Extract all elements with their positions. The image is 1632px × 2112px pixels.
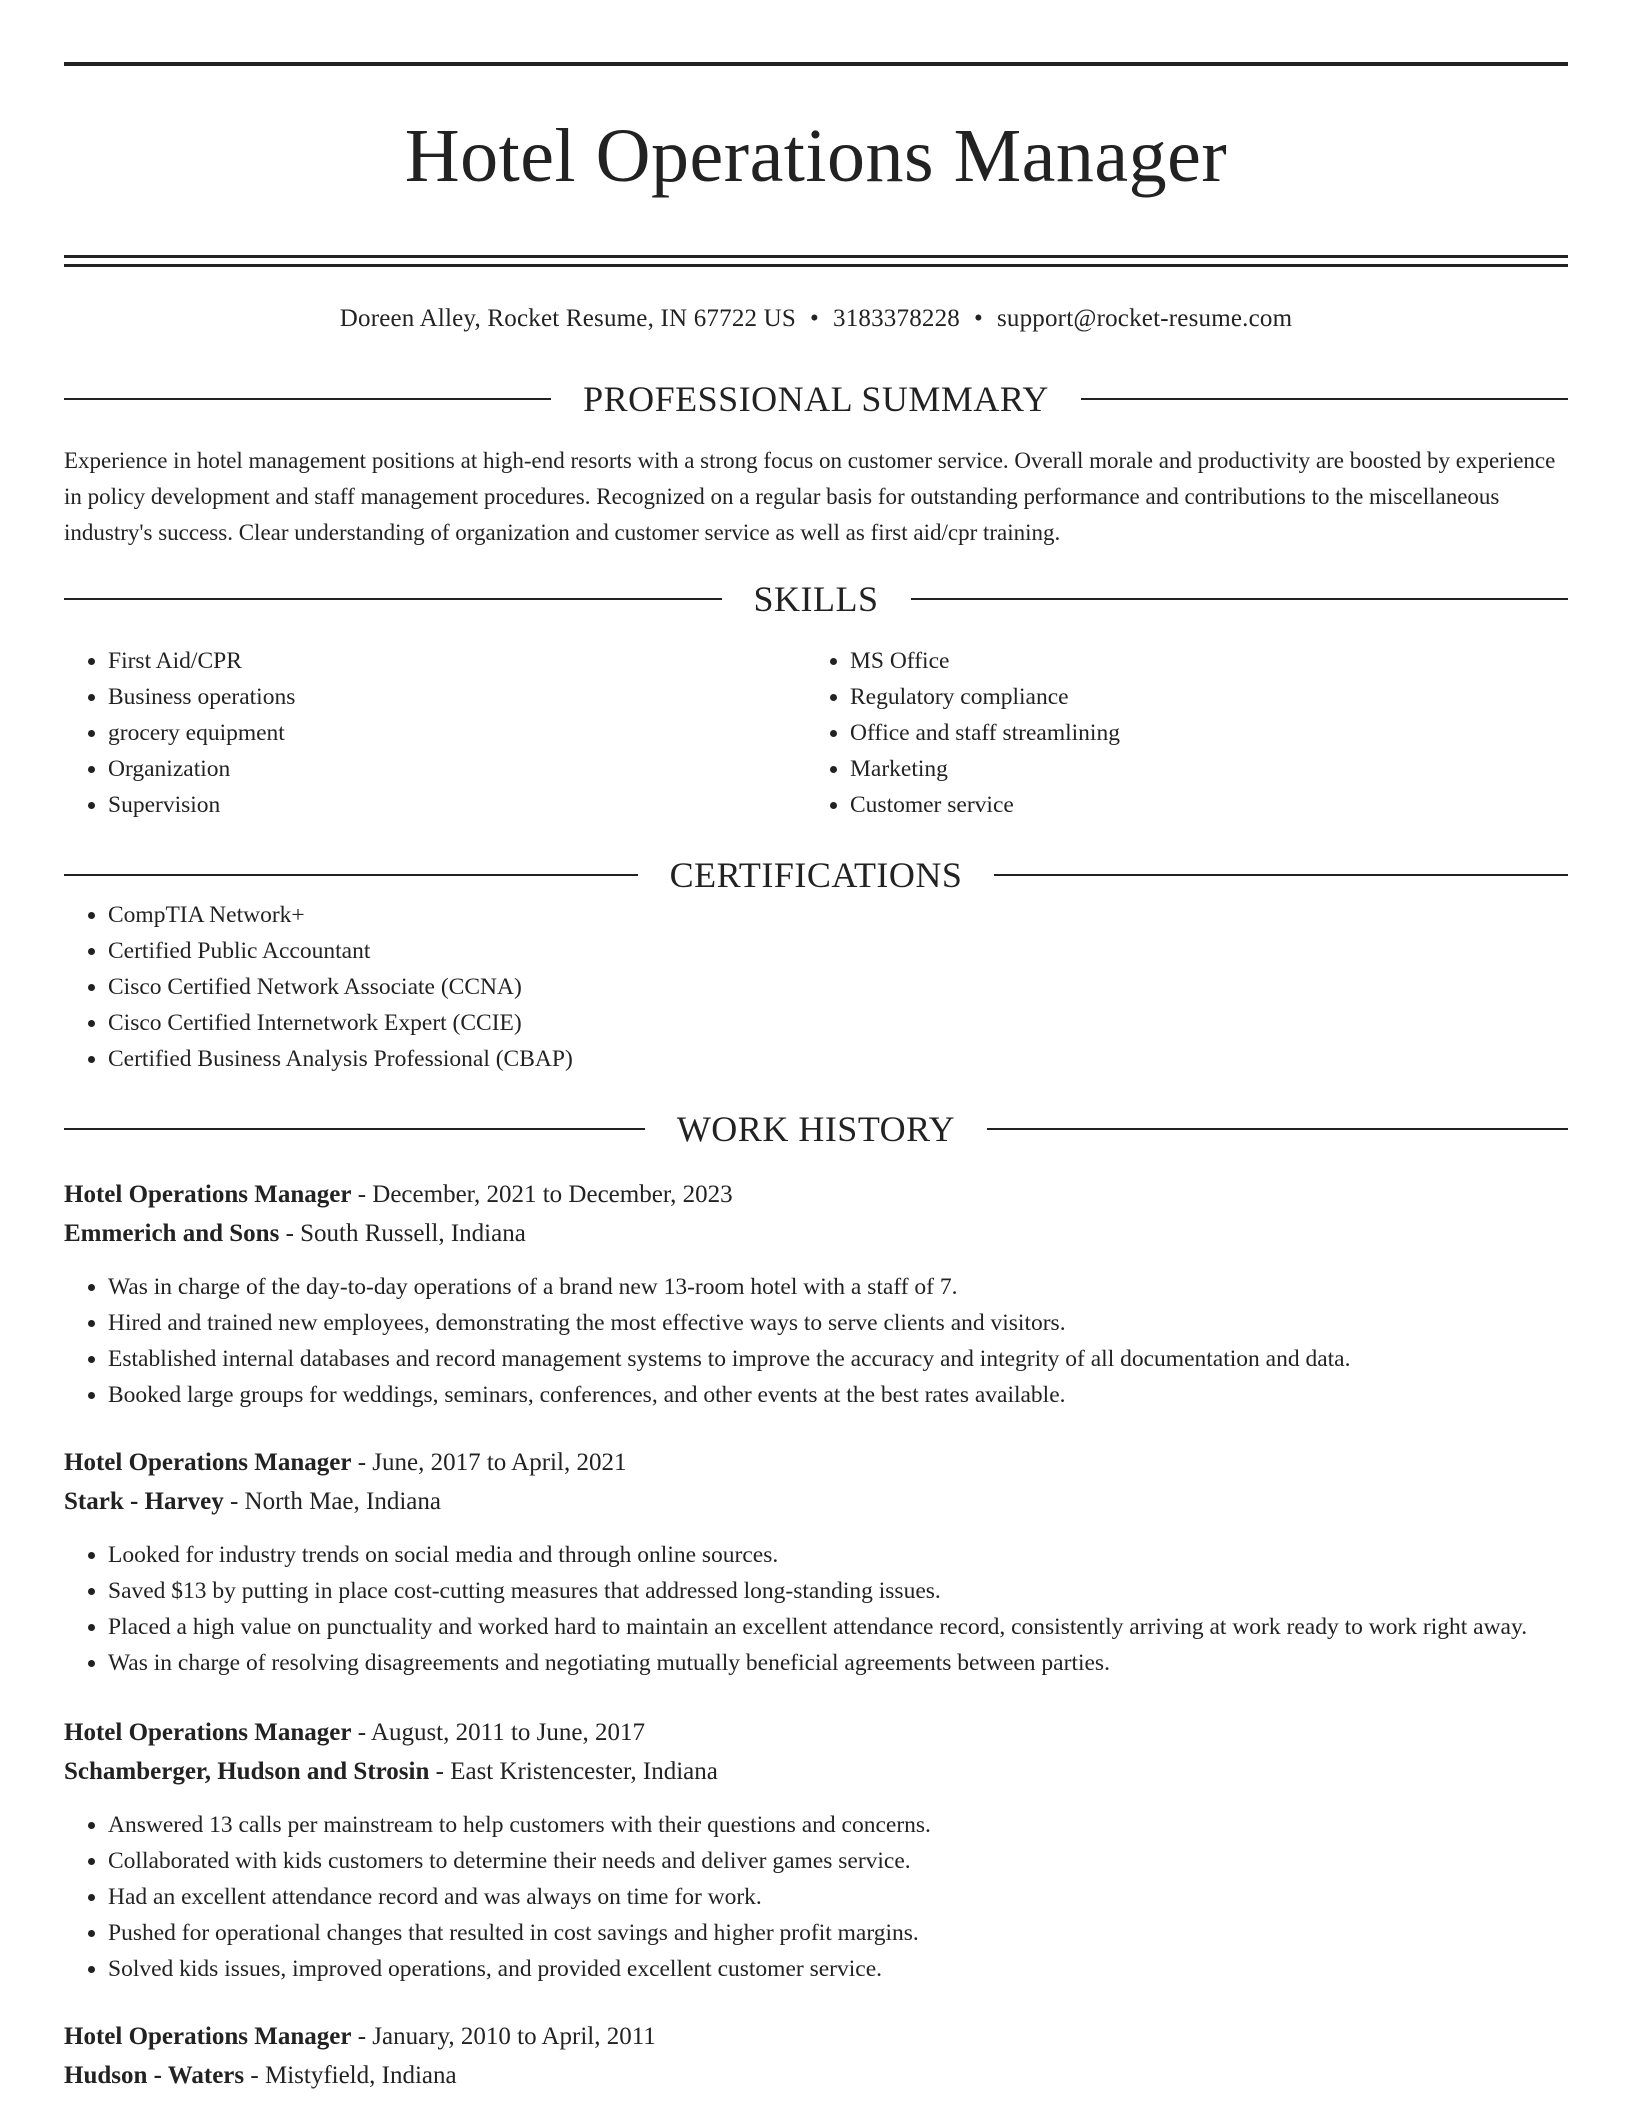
job-location: - North Mae, Indiana — [229, 1487, 441, 1515]
skills-list-left — [64, 643, 806, 823]
job-location: - Mistyfield, Indiana — [250, 2061, 457, 2089]
job-title: Hotel Operations Manager — [64, 2022, 352, 2050]
job-bullet: • Answered 13 calls per mainstream to help customers with their questions and concerns. — [108, 1807, 1568, 1843]
skill-item: • Customer service — [850, 787, 1548, 823]
contact-address: Doreen Alley, Rocket Resume, IN 67722 US — [339, 304, 797, 332]
skill-item: • Business operations — [108, 679, 806, 715]
job-title: Hotel Operations Manager — [64, 1180, 352, 1208]
contact-phone: 3183378228 — [833, 304, 960, 332]
skill-item: • MS Office — [850, 643, 1548, 679]
heading-rule-right — [911, 598, 1569, 600]
contact-email: support@rocket-resume.com — [996, 304, 1293, 332]
job-bullet: • Was in charge of the day-to-day operations of a brand new 13-room hotel with a staff of 7. — [108, 1269, 1568, 1305]
skill-item: • Office and staff streamlining — [850, 715, 1548, 751]
job-bullet: • Solved kids issues, improved operations, and provided excellent customer service. — [108, 1951, 1568, 1987]
job-title-line — [64, 2017, 1568, 2056]
heading-rule-left — [64, 598, 722, 600]
job-bullet: • Had an excellent attendance record and was always on time for work. — [108, 1879, 1568, 1915]
title-double-divider — [64, 255, 1568, 267]
heading-rule-right — [994, 874, 1568, 876]
work-history-list — [64, 1175, 1568, 2095]
job-company: Emmerich and Sons — [64, 1219, 280, 1247]
skill-item: • Regulatory compliance — [850, 679, 1548, 715]
skill-item: • First Aid/CPR — [108, 643, 806, 679]
job-bullet: • Saved $13 by putting in place cost-cutting measures that addressed long-standing issues. — [108, 1573, 1568, 1609]
job-company: Hudson - Waters — [64, 2061, 245, 2089]
job-dates: - December, 2021 to December, 2023 — [357, 1180, 733, 1208]
job-company-line — [64, 2056, 1568, 2095]
work-history-heading-label: WORK HISTORY — [676, 1108, 956, 1149]
skill-item: • Organization — [108, 751, 806, 787]
job-title-line — [64, 1175, 1568, 1214]
heading-rule-left — [64, 398, 551, 400]
job-location: - South Russell, Indiana — [285, 1219, 526, 1247]
job-bullet: • Pushed for operational changes that resulted in cost savings and higher profit margins. — [108, 1915, 1568, 1951]
page-title: Hotel Operations Manager — [404, 114, 1228, 198]
certification-item: • Certified Business Analysis Professional (CBAP) — [108, 1041, 1568, 1077]
job-company-line — [64, 1752, 1568, 1791]
heading-rule-right — [987, 1128, 1568, 1130]
certifications-list — [64, 897, 1568, 1077]
contact-separator: • — [974, 304, 983, 332]
job-title-line — [64, 1443, 1568, 1482]
job-bullets — [64, 1537, 1568, 1681]
summary-section-heading — [64, 377, 1568, 421]
heading-rule-right — [1081, 398, 1568, 400]
skills-section-heading — [64, 577, 1568, 621]
job-dates: - January, 2010 to April, 2011 — [357, 2022, 656, 2050]
skill-item: • Supervision — [108, 787, 806, 823]
job-company-line — [64, 1482, 1568, 1521]
job-bullet: • Established internal databases and record management systems to improve the accuracy and integrity of all documentation and data. — [108, 1341, 1568, 1377]
certification-item: • Cisco Certified Network Associate (CCNA) — [108, 969, 1568, 1005]
job-entry — [64, 1175, 1568, 1413]
heading-rule-left — [64, 1128, 645, 1130]
summary-heading-label: PROFESSIONAL SUMMARY — [583, 378, 1049, 419]
work-history-section-heading — [64, 1107, 1568, 1151]
job-bullet: • Placed a high value on punctuality and worked hard to maintain an excellent attendance record, consistently arriving at work ready to work right away. — [108, 1609, 1568, 1645]
job-title: Hotel Operations Manager — [64, 1718, 352, 1746]
job-title-line — [64, 1713, 1568, 1752]
job-location: - East Kristencester, Indiana — [435, 1757, 718, 1785]
skills-list-right — [806, 643, 1548, 823]
certifications-section-heading — [64, 853, 1568, 897]
skill-item: • grocery equipment — [108, 715, 806, 751]
skills-grid — [64, 643, 1568, 823]
certification-item: • CompTIA Network+ — [108, 897, 1568, 933]
contact-separator: • — [810, 304, 819, 332]
job-company: Stark - Harvey — [64, 1487, 224, 1515]
job-entry — [64, 1713, 1568, 1987]
top-divider — [64, 62, 1568, 66]
contact-line — [64, 303, 1568, 335]
job-bullet: • Hired and trained new employees, demonstrating the most effective ways to serve clients and visitors. — [108, 1305, 1568, 1341]
job-bullet: • Collaborated with kids customers to determine their needs and deliver games service. — [108, 1843, 1568, 1879]
job-bullet: • Was in charge of resolving disagreements and negotiating mutually beneficial agreements between parties. — [108, 1645, 1568, 1681]
skills-heading-label: SKILLS — [753, 578, 879, 619]
certification-item: • Cisco Certified Internetwork Expert (CCIE) — [108, 1005, 1568, 1041]
certification-item: • Certified Public Accountant — [108, 933, 1568, 969]
skill-item: • Marketing — [850, 751, 1548, 787]
job-bullets — [64, 1269, 1568, 1413]
certifications-heading-label: CERTIFICATIONS — [669, 854, 963, 895]
summary-paragraph: Experience in hotel management positions at high-end resorts with a strong focus on customer service. Overall morale and productivity are boosted by experience in policy development and staff management procedures. Recognized on a regular basis for outstanding performance and contributions to the miscellaneous industry's success. Clear understanding of organization and customer service as well as first aid/cpr training. — [64, 447, 1556, 545]
job-company-line — [64, 1214, 1568, 1253]
job-entry — [64, 1443, 1568, 1681]
job-title: Hotel Operations Manager — [64, 1448, 352, 1476]
job-dates: - June, 2017 to April, 2021 — [357, 1448, 627, 1476]
job-entry — [64, 2017, 1568, 2095]
job-dates: - August, 2011 to June, 2017 — [357, 1718, 645, 1746]
job-bullet: • Booked large groups for weddings, seminars, conferences, and other events at the best rates available. — [108, 1377, 1568, 1413]
heading-rule-left — [64, 874, 638, 876]
job-bullets — [64, 1807, 1568, 1987]
job-company: Schamberger, Hudson and Strosin — [64, 1757, 430, 1785]
job-bullet: • Looked for industry trends on social media and through online sources. — [108, 1537, 1568, 1573]
